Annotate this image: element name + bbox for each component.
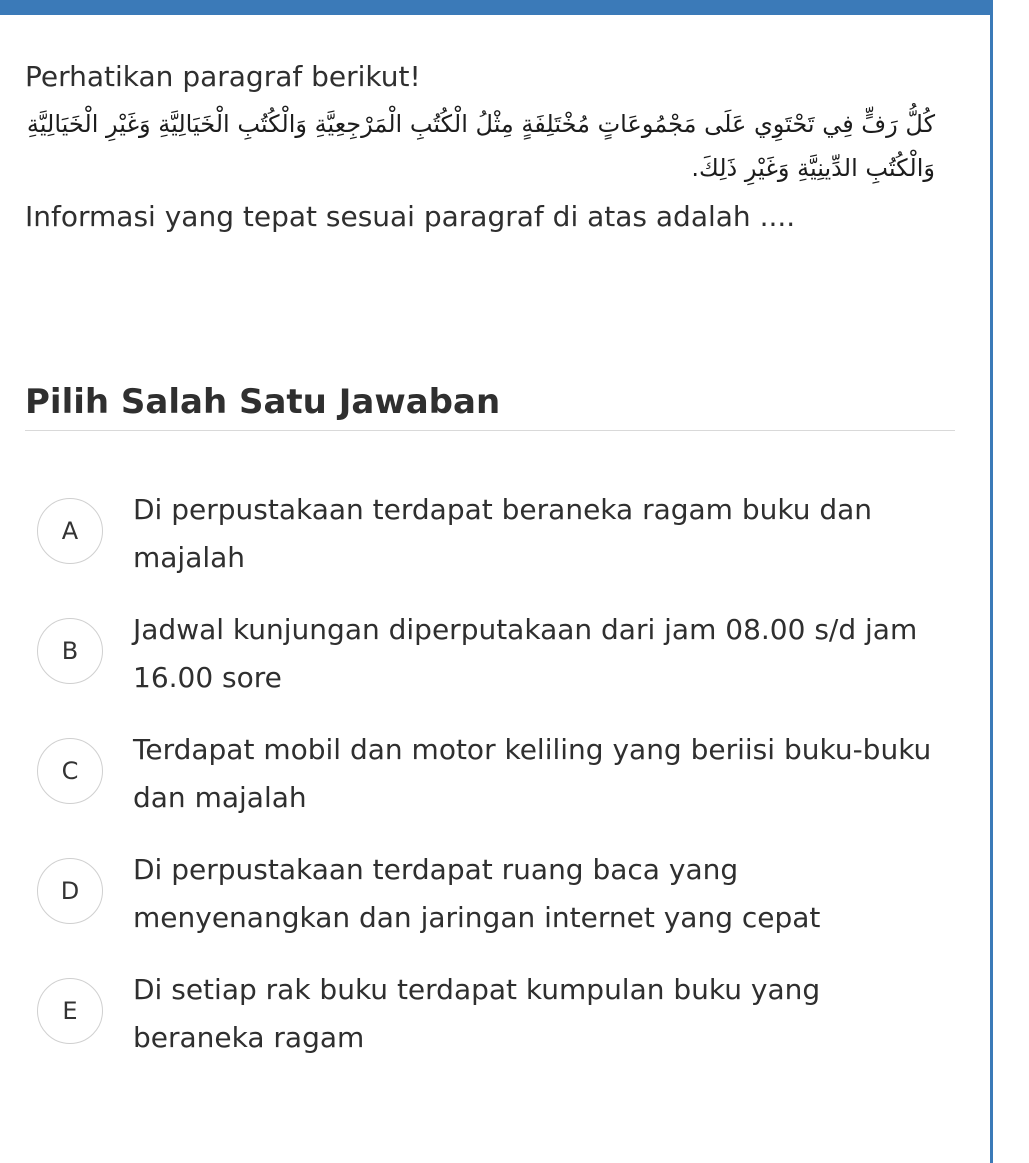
answer-section-title: Pilih Salah Satu Jawaban <box>25 382 501 422</box>
right-accent-border <box>990 0 993 1163</box>
option-d[interactable] <box>37 853 955 978</box>
option-a[interactable] <box>37 493 955 618</box>
option-b[interactable] <box>37 613 955 738</box>
instruction-text: Perhatikan paragraf berikut! <box>25 60 421 93</box>
question-panel <box>25 58 955 1054</box>
option-letter-a[interactable]: A <box>37 498 103 564</box>
arabic-paragraph: كُلُّ رَفٍّ فِي تَحْتَوِي عَلَى مَجْمُوعَاتٍ مُخْتَلِفَةٍ مِثْلُ الْكُتُبِ الْمَرْجِعِيَّةِ وَالْكُتُبِ الْخَيَالِيَّةِ وَغَيْرِ الْخَيَالِيَّةِ وَالْكُتُبِ الدِّينِيَّةِ وَغَيْرِ ذَلِكَ. <box>26 110 935 182</box>
option-letter-d[interactable]: D <box>37 858 103 924</box>
option-text-b[interactable]: Jadwal kunjungan diperputakaan dari jam 08.00 s/d jam 16.00 sore <box>133 613 918 694</box>
option-text-c[interactable]: Terdapat mobil dan motor keliling yang beriisi buku-buku dan majalah <box>133 733 932 814</box>
section-divider <box>25 430 955 431</box>
option-text-e[interactable]: Di setiap rak buku terdapat kumpulan buku yang beraneka ragam <box>133 973 821 1054</box>
question-text: Informasi yang tepat sesuai paragraf di atas adalah .... <box>25 200 796 233</box>
option-letter-c[interactable]: C <box>37 738 103 804</box>
option-c[interactable] <box>37 733 955 858</box>
option-letter-b[interactable]: B <box>37 618 103 684</box>
option-e[interactable] <box>37 973 955 1098</box>
answer-options <box>37 493 955 1098</box>
top-accent-bar <box>0 0 992 15</box>
option-text-d[interactable]: Di perpustakaan terdapat ruang baca yang menyenangkan dan jaringan internet yang cepat <box>133 853 821 934</box>
option-text-a[interactable]: Di perpustakaan terdapat beraneka ragam buku dan majalah <box>133 493 873 574</box>
option-letter-e[interactable]: E <box>37 978 103 1044</box>
